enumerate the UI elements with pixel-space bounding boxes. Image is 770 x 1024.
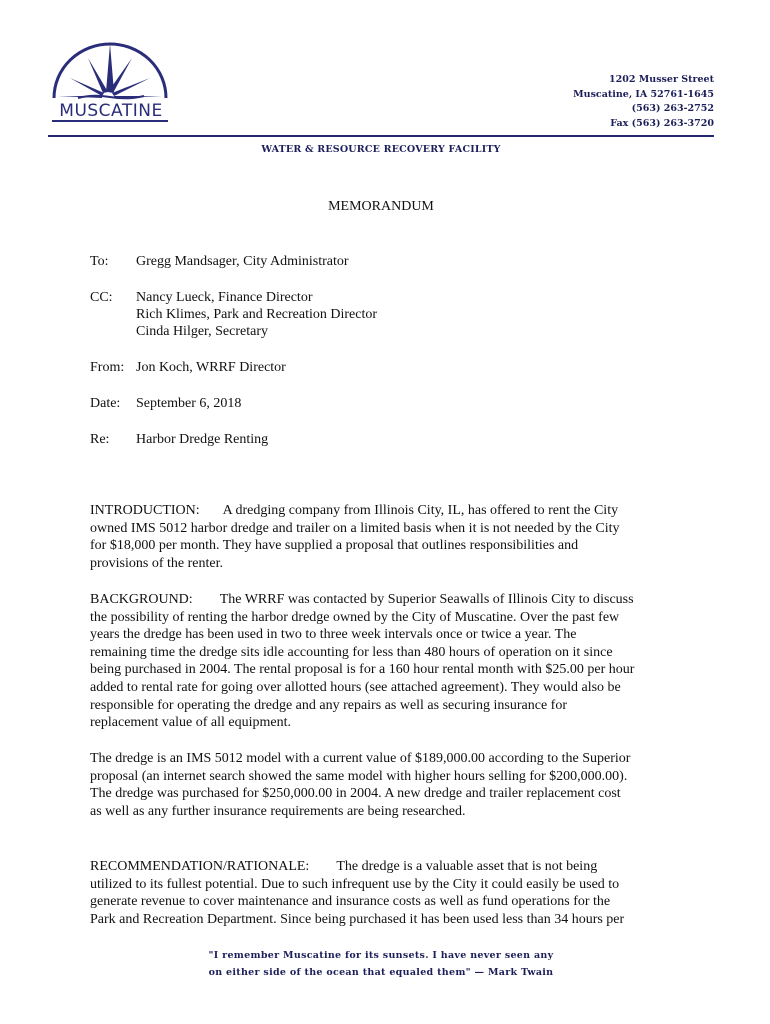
to-value: Gregg Mandsager, City Administrator xyxy=(136,254,349,269)
date-value: September 6, 2018 xyxy=(136,396,242,411)
quote-line: on either side of the ocean that equaled them" — Mark Twain xyxy=(208,967,554,978)
paragraph-line: replacement value of all equipment. xyxy=(90,715,291,731)
re-label: Re: xyxy=(90,432,110,447)
introduction-section xyxy=(90,502,690,572)
paragraph-line: for $18,000 per month. They have supplied a proposal that outlines responsibilities and xyxy=(90,538,579,554)
city-logo xyxy=(48,40,178,122)
paragraph-line: the possibility of renting the harbor dredge owned by the City of Muscatine. Over the past few xyxy=(90,609,620,625)
paragraph-line: years the dredge has been used in two to three week intervals once or twice a year. The xyxy=(90,627,577,643)
paragraph-line: owned IMS 5012 harbor dredge and trailer on a limited basis when it is not needed by the City xyxy=(90,520,620,536)
paragraph-line: Park and Recreation Department. Since being purchased it has been used less than 34 hours per xyxy=(90,911,625,927)
paragraph-line: as well as any further insurance requirements are being researched. xyxy=(90,803,466,819)
paragraph-line: The dredge was purchased for $250,000.00 in 2004. A new dredge and trailer replacement cost xyxy=(90,786,621,802)
paragraph-line: provisions of the renter. xyxy=(90,555,223,571)
paragraph-line: The dredge is an IMS 5012 model with a current value of $189,000.00 according to the Superior xyxy=(90,751,631,766)
quote-line: "I remember Muscatine for its sunsets. I have never seen any xyxy=(208,950,554,961)
paragraph-line: being purchased in 2004. The rental proposal is for a 160 hour rental month with $25.00 per hour xyxy=(90,662,635,678)
section-heading: INTRODUCTION: xyxy=(90,503,200,518)
address-block xyxy=(573,73,714,131)
re-value: Harbor Dredge Renting xyxy=(136,432,269,447)
address-line: Fax (563) 263-3720 xyxy=(610,117,714,129)
paragraph-line: The WRRF was contacted by Superior Seawalls of Illinois City to discuss xyxy=(219,592,634,607)
paragraph-line: A dredging company from Illinois City, IL, has offered to rent the City xyxy=(222,503,619,518)
cc-label: CC: xyxy=(90,290,113,305)
address-line: Muscatine, IA 52761-1645 xyxy=(573,88,714,100)
paragraph-line: remaining time the dredge sits idle accounting for less than 480 hours of operation on it since xyxy=(90,644,613,660)
paragraph-line: added to rental rate for going over allotted hours (see attached agreement). They would also be xyxy=(90,679,621,695)
value-paragraph xyxy=(90,750,690,820)
from-label: From: xyxy=(90,360,125,375)
recommendation-section xyxy=(90,858,690,928)
section-heading: RECOMMENDATION/RATIONALE: xyxy=(90,859,310,874)
cc-value: Nancy Lueck, Finance Director xyxy=(136,290,313,305)
cc-value: Cinda Hilger, Secretary xyxy=(136,324,269,339)
background-section xyxy=(90,591,690,732)
from-value: Jon Koch, WRRF Director xyxy=(136,360,286,375)
cc-value: Rich Klimes, Park and Recreation Director xyxy=(136,307,378,322)
header-divider xyxy=(48,135,714,137)
address-line: (563) 263-2752 xyxy=(631,103,714,114)
address-line: 1202 Musser Street xyxy=(609,74,714,85)
section-heading: BACKGROUND: xyxy=(90,592,193,607)
paragraph-line: generate revenue to cover maintenance and insurance costs as well as fund operations for the xyxy=(90,894,611,910)
facility-name: WATER & RESOURCE RECOVERY FACILITY xyxy=(261,144,501,155)
paragraph-line: proposal (an internet search showed the same model with higher hours selling for $200,000.00). xyxy=(90,768,628,784)
memo-title: MEMORANDUM xyxy=(328,199,434,214)
paragraph-line: utilized to its fullest potential. Due to such infrequent use by the City it could easily be used to xyxy=(90,876,620,892)
logo-text: MUSCATINE xyxy=(59,101,163,121)
footer-quote xyxy=(48,947,770,981)
date-label: Date: xyxy=(90,396,121,411)
paragraph-line: responsible for operating the dredge and any repairs as well as securing insurance for xyxy=(90,697,567,713)
paragraph-line: The dredge is a valuable asset that is not being xyxy=(336,859,598,874)
to-label: To: xyxy=(90,254,109,269)
